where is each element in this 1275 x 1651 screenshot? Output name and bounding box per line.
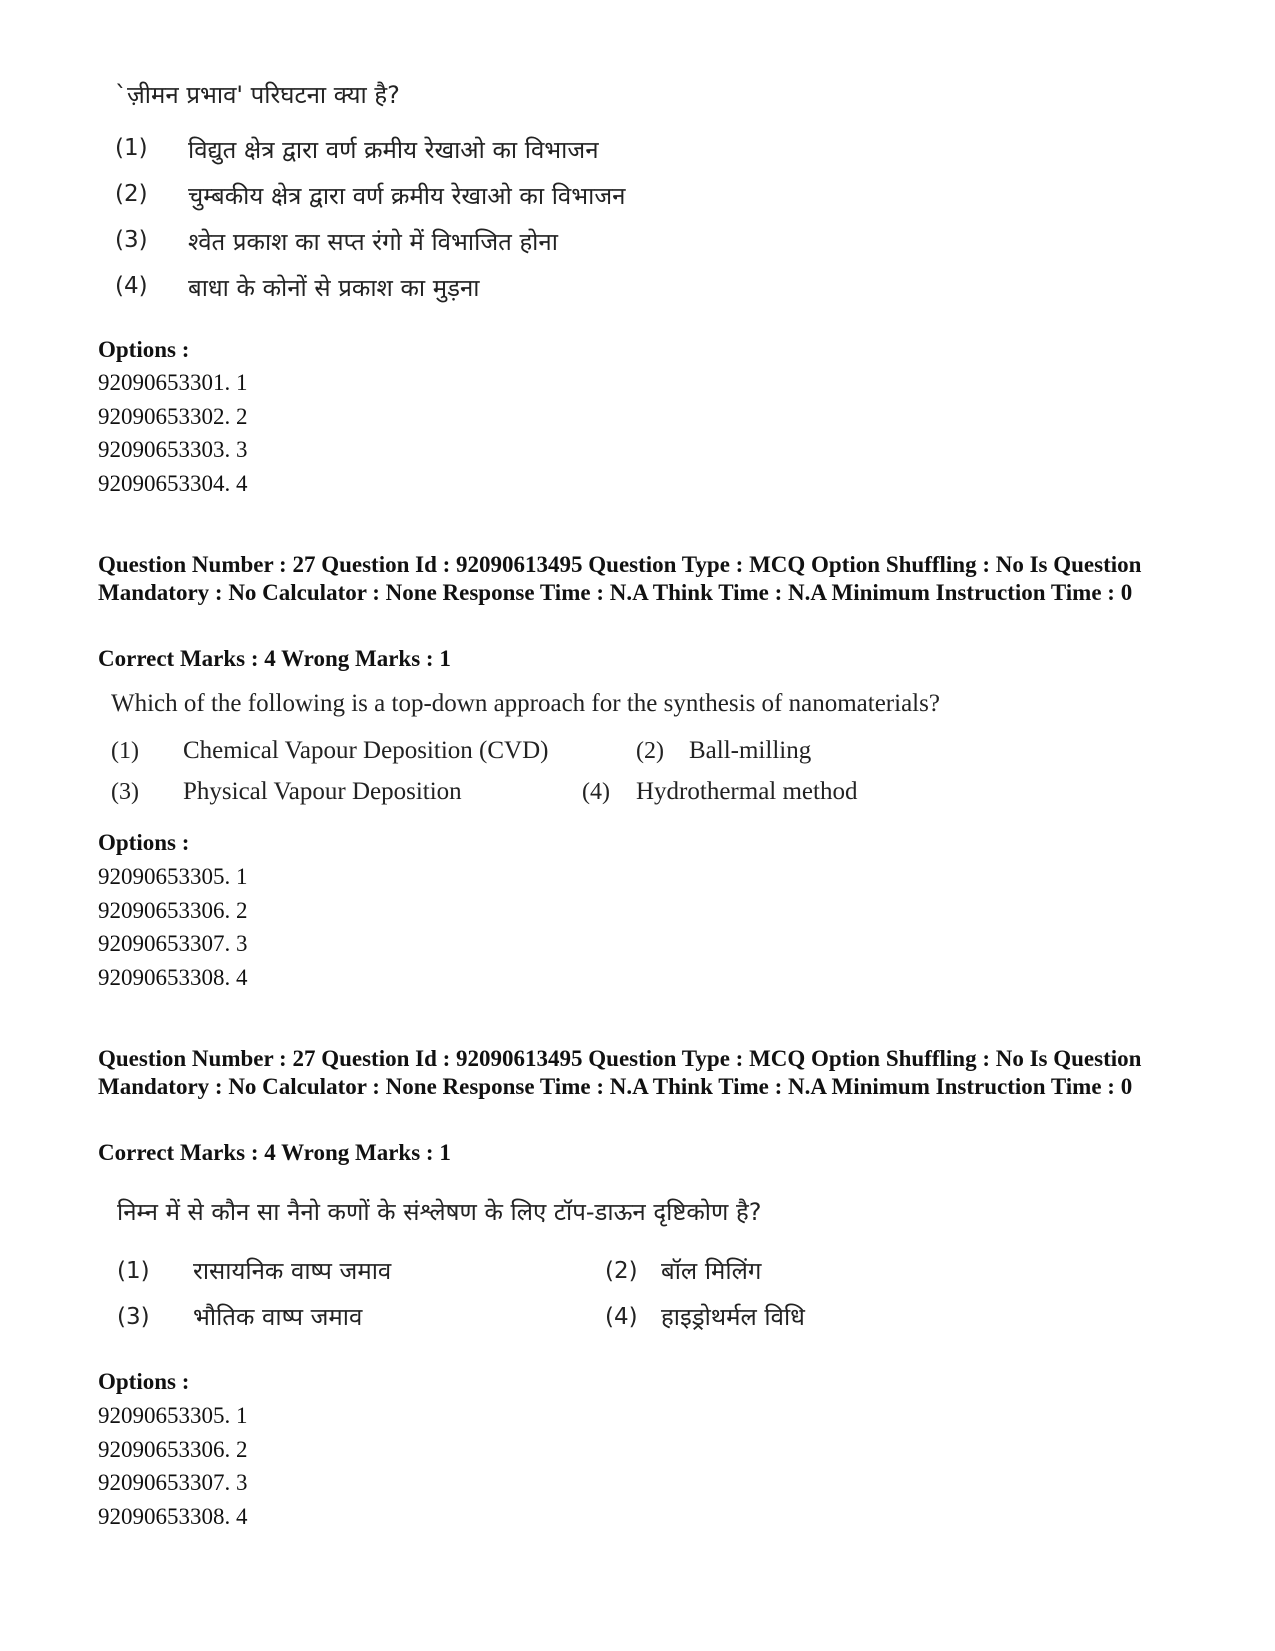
option-text: Ball-milling xyxy=(689,737,812,764)
option-number: (4) xyxy=(605,1304,638,1330)
options-heading: Options : xyxy=(98,337,190,362)
option-number: (2) xyxy=(605,1258,638,1284)
question-meta: Question Number : 27 Question Id : 92090613495 Question Type : MCQ Option Shuffling : No Is Question Mandatory : No Calculator : None Response Time : N.A Think Time : N.A Minimum Instruction Time : 0 xyxy=(98,1046,1142,1099)
question-marks: Correct Marks : 4 Wrong Marks : 1 xyxy=(98,646,451,671)
option-number: (4) xyxy=(582,779,610,805)
options-heading: Options : xyxy=(98,830,190,855)
option-id-line: 92090653306. 2 xyxy=(98,898,248,923)
option-id-line: 92090653303. 3 xyxy=(98,437,248,462)
option-id-line: 92090653307. 3 xyxy=(98,931,248,956)
option-text: विद्युत क्षेत्र द्वारा वर्ण क्रमीय रेखाओ का विभाजन xyxy=(188,136,599,164)
option-number: (1) xyxy=(117,1258,150,1284)
option-id-line: 92090653307. 3 xyxy=(98,1470,248,1495)
option-id-line: 92090653306. 2 xyxy=(98,1437,248,1462)
question-stem: `ज़ीमन प्रभाव' परिघटना क्या है? xyxy=(115,81,400,109)
option-text: Hydrothermal method xyxy=(636,778,858,805)
option-text: Physical Vapour Deposition xyxy=(183,778,462,805)
option-id-line: 92090653304. 4 xyxy=(98,471,248,496)
option-id-line: 92090653301. 1 xyxy=(98,370,248,395)
option-number: (3) xyxy=(117,1304,150,1330)
option-text: Chemical Vapour Deposition (CVD) xyxy=(183,737,549,764)
option-number: (4) xyxy=(115,273,148,299)
option-id-line: 92090653305. 1 xyxy=(98,1403,248,1428)
option-number: (2) xyxy=(636,738,664,764)
question-stem: Which of the following is a top-down approach for the synthesis of nanomaterials? xyxy=(111,690,940,717)
option-text: रासायनिक वाष्प जमाव xyxy=(193,1257,392,1285)
option-text: श्वेत प्रकाश का सप्त रंगो में विभाजित होना xyxy=(188,228,558,256)
option-number: (1) xyxy=(111,738,139,764)
option-number: (1) xyxy=(115,135,148,161)
options-heading: Options : xyxy=(98,1369,190,1394)
question-marks: Correct Marks : 4 Wrong Marks : 1 xyxy=(98,1140,451,1165)
option-text: चुम्बकीय क्षेत्र द्वारा वर्ण क्रमीय रेखाओ का विभाजन xyxy=(188,182,626,210)
option-id-line: 92090653302. 2 xyxy=(98,404,248,429)
option-text: हाइड्रोथर्मल विधि xyxy=(661,1303,805,1331)
option-number: (3) xyxy=(115,227,148,253)
option-id-line: 92090653305. 1 xyxy=(98,864,248,889)
question-stem: निम्न में से कौन सा नैनो कणों के संश्लेषण के लिए टॉप-डाऊन दृष्टिकोण है? xyxy=(117,1198,762,1226)
option-text: बाधा के कोनों से प्रकाश का मुड़ना xyxy=(188,274,480,302)
option-id-line: 92090653308. 4 xyxy=(98,1504,248,1529)
option-text: बॉल मिलिंग xyxy=(661,1257,762,1285)
question-meta: Question Number : 27 Question Id : 92090613495 Question Type : MCQ Option Shuffling : No Is Question Mandatory : No Calculator : None Response Time : N.A Think Time : N.A Minimum Instruction Time : 0 xyxy=(98,552,1142,605)
option-number: (3) xyxy=(111,779,139,805)
option-id-line: 92090653308. 4 xyxy=(98,965,248,990)
option-number: (2) xyxy=(115,181,148,207)
option-text: भौतिक वाष्प जमाव xyxy=(193,1303,363,1331)
